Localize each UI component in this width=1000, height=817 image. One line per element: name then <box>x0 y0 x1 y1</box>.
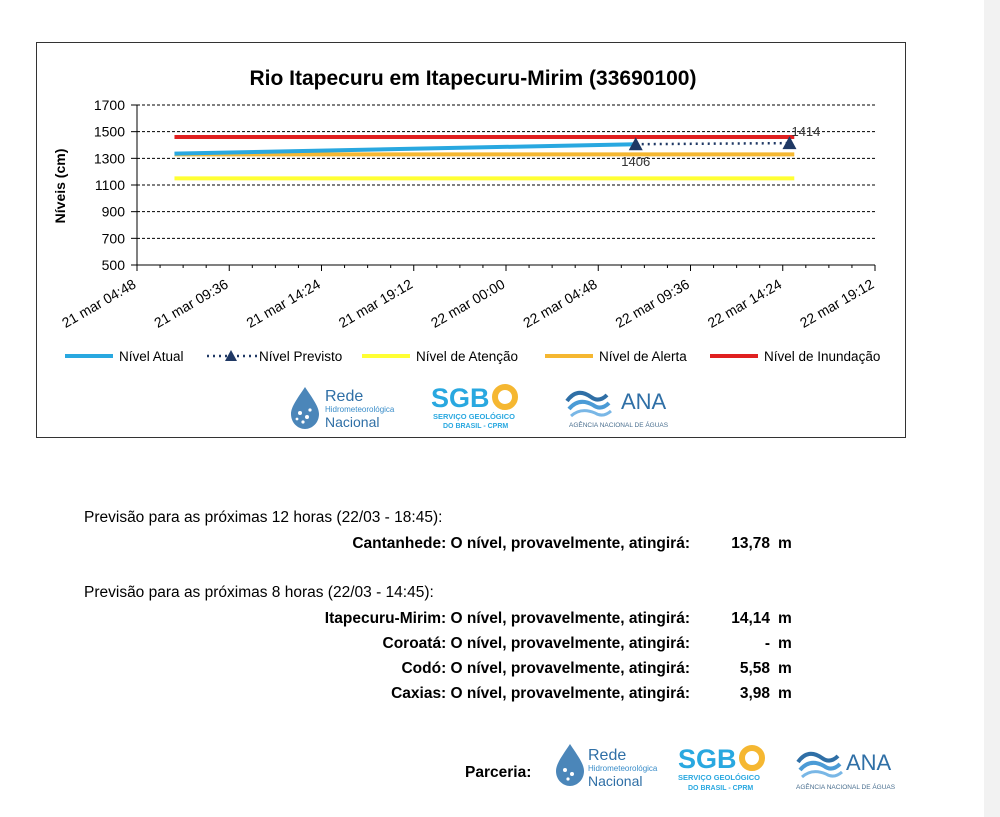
series-line <box>174 144 635 153</box>
forecast-unit: m <box>778 685 792 702</box>
footer-rede-drop-icon <box>556 744 584 786</box>
sgb-logo-line3: DO BRASIL - CPRM <box>443 423 509 430</box>
x-tick-label: 21 mar 04:48 <box>59 275 139 331</box>
legend-label: Nível Previsto <box>259 349 343 364</box>
forecast-station-text: Caxias: O nível, provavelmente, atingirá: <box>391 685 690 702</box>
forecast-row <box>0 610 1000 632</box>
forecast-row <box>0 535 1000 557</box>
data-label: 1414 <box>791 124 821 140</box>
footer-sgb-ring-icon <box>742 748 762 768</box>
footer-ana-wave-icon <box>798 754 842 777</box>
footer-ana-line1: ANA <box>846 750 892 775</box>
rede-logo-line3: Nacional <box>325 414 380 430</box>
x-tick-label: 22 mar 19:12 <box>797 275 877 331</box>
forecast-unit: m <box>778 535 792 552</box>
series-line <box>636 143 790 144</box>
footer-sgb-line3: DO BRASIL - CPRM <box>688 785 754 792</box>
ana-wave-icon <box>567 393 611 416</box>
rede-logo-line1: Rede <box>325 388 364 405</box>
footer-rede-line3: Nacional <box>588 773 643 789</box>
sgb-ring-icon <box>495 387 515 407</box>
forecast-row <box>0 660 1000 682</box>
series-layer <box>174 124 820 178</box>
sgb-logo <box>431 383 515 430</box>
rede-logo-line2: Hidrometeorológica <box>325 405 395 414</box>
x-tick-label: 21 mar 09:36 <box>151 275 231 331</box>
footer-rede-line2: Hidrometeorológica <box>588 764 658 773</box>
forecast-value: - <box>764 635 770 652</box>
ana-logo-line2: AGÊNCIA NACIONAL DE ÁGUAS <box>569 422 669 429</box>
data-label: 1406 <box>621 154 651 170</box>
footer-rede-logo <box>552 740 662 796</box>
forecast-row <box>0 685 1000 707</box>
x-tick-label: 21 mar 19:12 <box>335 275 416 331</box>
y-tick-label: 1300 <box>93 150 125 167</box>
y-tick-label: 900 <box>101 203 125 220</box>
legend-label: Nível de Alerta <box>599 349 687 364</box>
y-tick-label: 500 <box>101 257 125 273</box>
sgb-logo-line1: SGB <box>431 383 490 413</box>
forecast-station-text: Itapecuru-Mirim: O nível, provavelmente, atingirá: <box>324 610 690 627</box>
chart-title: Rio Itapecuru em Itapecuru-Mirim (33690100) <box>249 67 697 90</box>
forecast-station-text: Coroatá: O nível, provavelmente, atingirá: <box>382 635 690 652</box>
forecast-value: 3,98 <box>739 685 770 702</box>
parceria-label: Parceria: <box>465 764 532 781</box>
footer-ana-logo <box>794 744 904 794</box>
x-tick-label: 21 mar 14:24 <box>243 275 323 331</box>
y-tick-label: 1700 <box>93 97 125 113</box>
forecast-station-text: Cantanhede: O nível, provavelmente, atingirá: <box>352 535 690 552</box>
legend-label: Nível de Inundação <box>764 349 881 364</box>
footer-sgb-logo <box>676 740 776 796</box>
sgb-logo-line2: SERVIÇO GEOLÓGICO <box>433 412 515 421</box>
footer-sgb-line1: SGB <box>678 744 737 774</box>
forecast-unit: m <box>778 635 792 652</box>
footer-rede-line1: Rede <box>588 747 627 764</box>
y-axis-label: Níveis (cm) <box>52 148 68 224</box>
x-tick-label: 22 mar 00:00 <box>428 275 508 331</box>
y-tick-label: 1500 <box>93 123 125 140</box>
forecast-value: 14,14 <box>731 610 770 627</box>
y-tick-label: 1100 <box>94 177 125 193</box>
footer-ana-line2: AGÊNCIA NACIONAL DE ÁGUAS <box>796 784 896 791</box>
forecast-value: 13,78 <box>731 535 770 552</box>
chart-panel <box>36 42 906 438</box>
ana-logo-line1: ANA <box>621 389 667 414</box>
x-tick-label: 22 mar 14:24 <box>704 275 785 331</box>
y-tick-label: 700 <box>101 230 125 247</box>
forecast-8h-title: Previsão para as próximas 8 horas (22/03 - 14:45): <box>84 584 434 601</box>
forecast-unit: m <box>778 660 792 677</box>
rede-drop-icon <box>291 387 319 429</box>
legend <box>65 349 880 364</box>
forecast-unit: m <box>778 610 792 627</box>
chart-svg <box>37 43 907 439</box>
ana-logo <box>567 389 669 429</box>
gridlines <box>137 105 875 238</box>
forecast-station-text: Codó: O nível, provavelmente, atingirá: <box>401 660 690 677</box>
forecast-value: 5,58 <box>739 660 770 677</box>
forecast-row <box>0 635 1000 657</box>
legend-label: Nível Atual <box>119 349 184 364</box>
legend-label: Nível de Atenção <box>416 349 519 364</box>
forecast-12h-title: Previsão para as próximas 12 horas (22/03 - 18:45): <box>84 509 443 526</box>
rede-logo <box>291 387 395 430</box>
footer-sgb-line2: SERVIÇO GEOLÓGICO <box>678 773 760 782</box>
x-tick-label: 22 mar 04:48 <box>520 275 600 331</box>
x-tick-label: 22 mar 09:36 <box>612 275 692 331</box>
